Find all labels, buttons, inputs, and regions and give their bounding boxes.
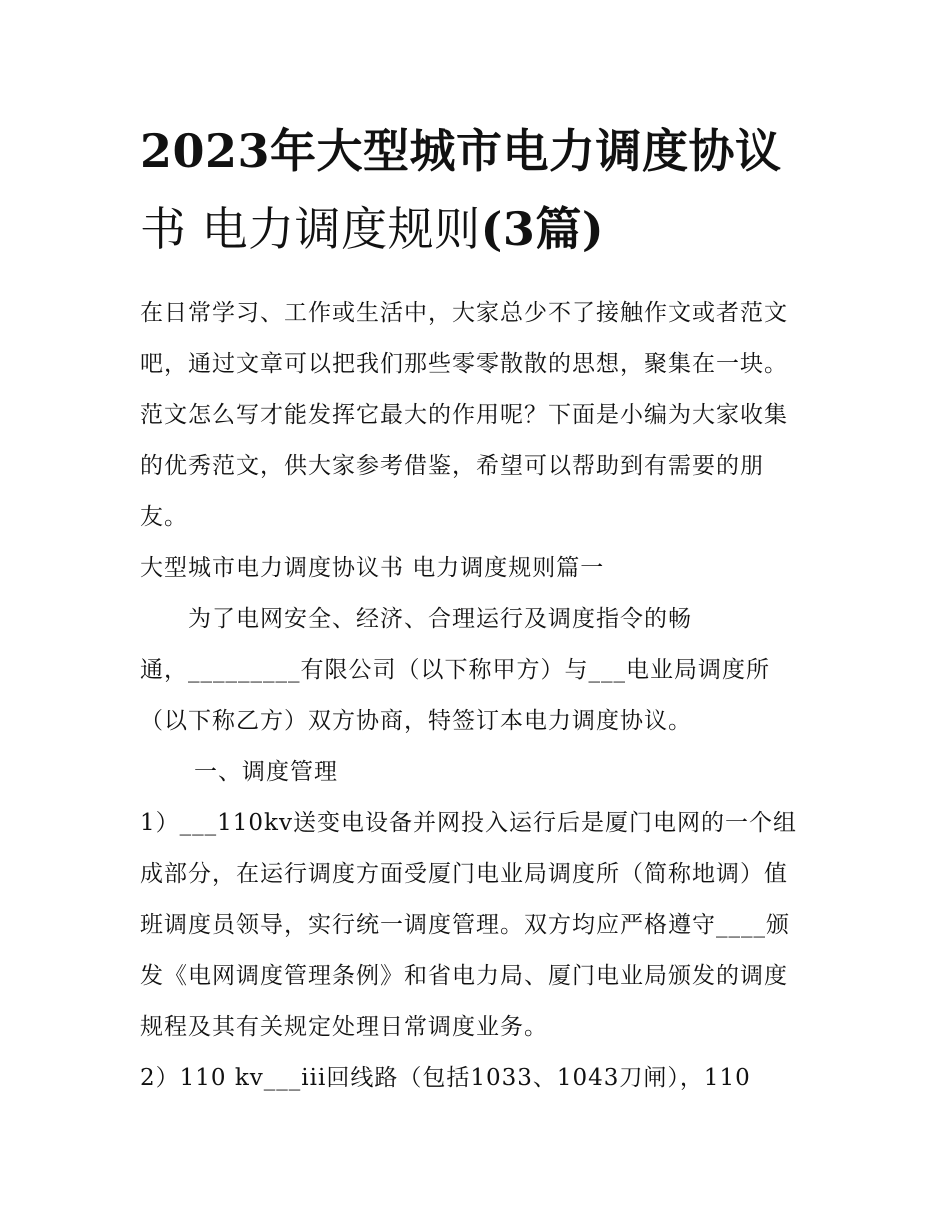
item-1-line: 班调度员领导，实行统一调度管理。双方均应严格遵守____颁 xyxy=(140,912,790,938)
item-2-line: 2）110 kv___iii回线路（包括1033、1043刀闸），110 xyxy=(140,1065,751,1091)
intro-line: 范文怎么写才能发挥它最大的作用呢？下面是小编为大家收集 xyxy=(140,402,788,428)
title-line-2-count: (3篇) xyxy=(480,202,605,256)
intro-paragraph xyxy=(140,288,820,543)
intro-line: 友。 xyxy=(140,504,188,530)
intro-line: 的优秀范文，供大家参考借鉴，希望可以帮助到有需要的朋 xyxy=(140,453,764,479)
item-1-line: 1）___110kv送变电设备并网投入运行后是厦门电网的一个组 xyxy=(140,810,797,836)
agreement-line: （以下称乙方）双方协商，特签订本电力调度协议。 xyxy=(140,708,692,734)
agreement-line: 通，_________有限公司（以下称甲方）与___电业局调度所 xyxy=(140,657,770,683)
document-body xyxy=(140,288,820,1104)
document-content xyxy=(140,112,820,1104)
title-line-1: 2023年大型城市电力调度协议 xyxy=(140,124,782,178)
item-1-line: 规程及其有关规定处理日常调度业务。 xyxy=(140,1014,548,1040)
title-line-2 xyxy=(140,190,820,268)
title-line-2-text: 书 电力调度规则 xyxy=(140,202,481,256)
document-title xyxy=(140,112,820,268)
item-1-paragraph xyxy=(140,798,820,1053)
subheading-dispatch-management: 一、调度管理 xyxy=(194,759,338,785)
intro-line: 在日常学习、工作或生活中，大家总少不了接触作文或者范文 xyxy=(140,300,788,326)
agreement-paragraph xyxy=(140,594,820,747)
agreement-line: 为了电网安全、经济、合理运行及调度指令的畅 xyxy=(188,606,692,632)
intro-line: 吧，通过文章可以把我们那些零零散散的思想，聚集在一块。 xyxy=(140,351,788,377)
item-1-line: 成部分，在运行调度方面受厦门电业局调度所（简称地调）值 xyxy=(140,861,788,887)
section-heading: 大型城市电力调度协议书 电力调度规则篇一 xyxy=(140,555,605,581)
item-1-line: 发《电网调度管理条例》和省电力局、厦门电业局颁发的调度 xyxy=(140,963,788,989)
